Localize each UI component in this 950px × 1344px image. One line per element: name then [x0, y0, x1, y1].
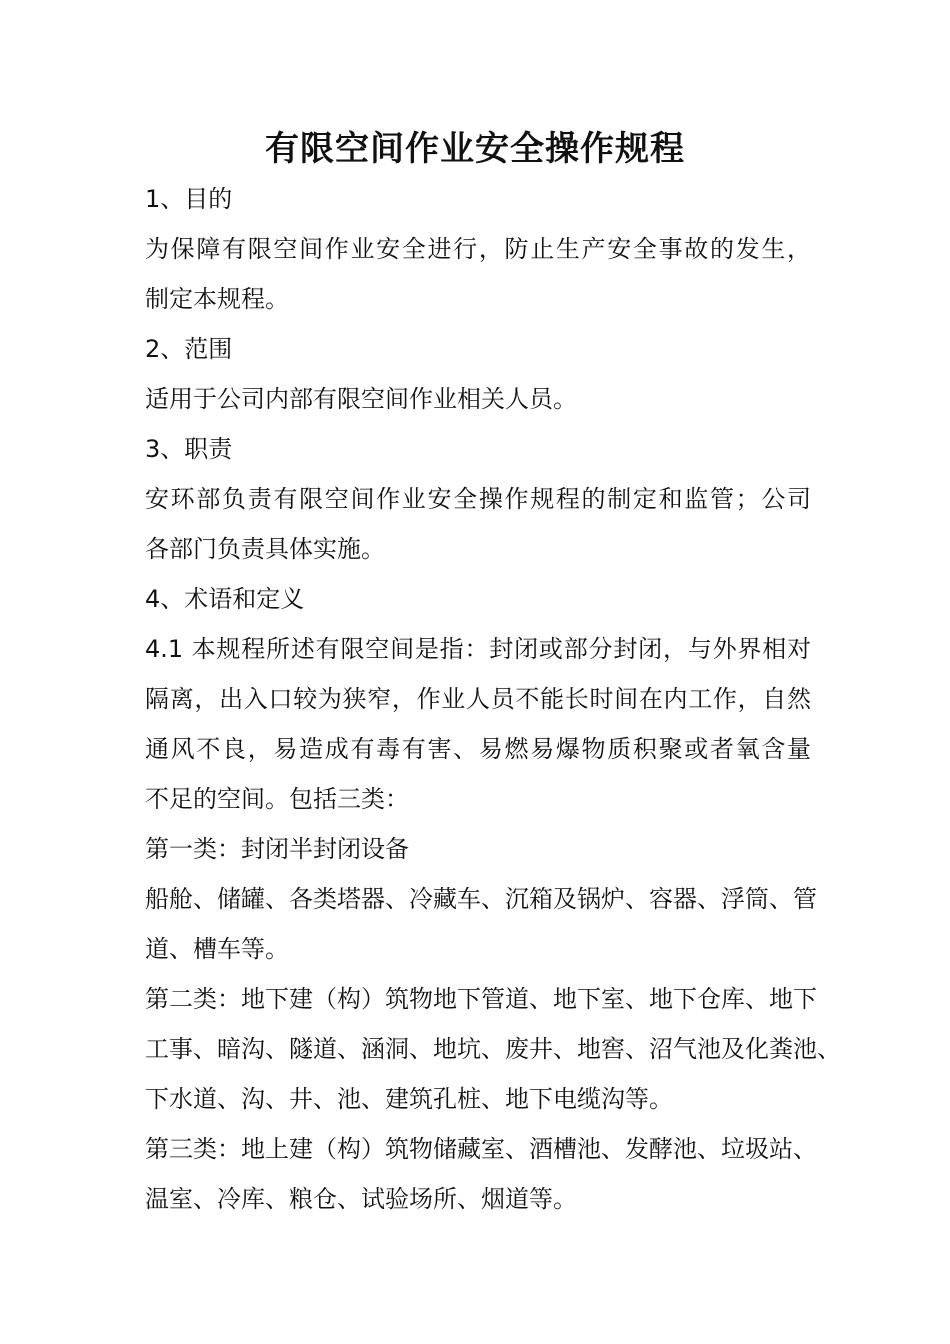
body-line: 第三类：地上建（构）筑物储藏室、酒槽池、发酵池、垃圾站、 — [145, 1135, 817, 1163]
body-line: 第二类：地下建（构）筑物地下管道、地下室、地下仓库、地下 — [145, 985, 817, 1013]
body-line: 通风不良，易造成有毒有害、易燃易爆物质积聚或者氧含量 — [145, 735, 811, 763]
body-line: 制定本规程。 — [145, 285, 289, 313]
body-line: 工事、暗沟、隧道、涵洞、地坑、废井、地窖、沼气池及化粪池、 — [145, 1035, 841, 1063]
body-line: 不足的空间。包括三类： — [145, 785, 409, 813]
body-line: 第一类：封闭半封闭设备 — [145, 835, 409, 863]
body-line: 2、范围 — [145, 335, 233, 363]
body-line: 道、槽车等。 — [145, 935, 289, 963]
body-line: 安环部负责有限空间作业安全操作规程的制定和监管；公司 — [145, 485, 811, 513]
body-line: 船舱、储罐、各类塔器、冷藏车、沉箱及锅炉、容器、浮筒、管 — [145, 885, 817, 913]
body-line: 各部门负责具体实施。 — [145, 535, 385, 563]
body-line: 温室、冷库、粮仓、试验场所、烟道等。 — [145, 1185, 577, 1213]
body-line: 3、职责 — [145, 435, 233, 463]
document-body — [145, 174, 841, 1224]
body-line: 隔离，出入口较为狭窄，作业人员不能长时间在内工作，自然 — [145, 685, 811, 713]
body-line: 4、术语和定义 — [145, 585, 305, 613]
body-line: 1、目的 — [145, 185, 233, 213]
body-line: 下水道、沟、井、池、建筑孔桩、地下电缆沟等。 — [145, 1085, 673, 1113]
body-line: 适用于公司内部有限空间作业相关人员。 — [145, 385, 577, 413]
body-line: 4.1 本规程所述有限空间是指：封闭或部分封闭，与外界相对 — [145, 635, 811, 663]
body-line: 为保障有限空间作业安全进行，防止生产安全事故的发生， — [145, 235, 811, 263]
document-title: 有限空间作业安全操作规程 — [265, 129, 685, 169]
